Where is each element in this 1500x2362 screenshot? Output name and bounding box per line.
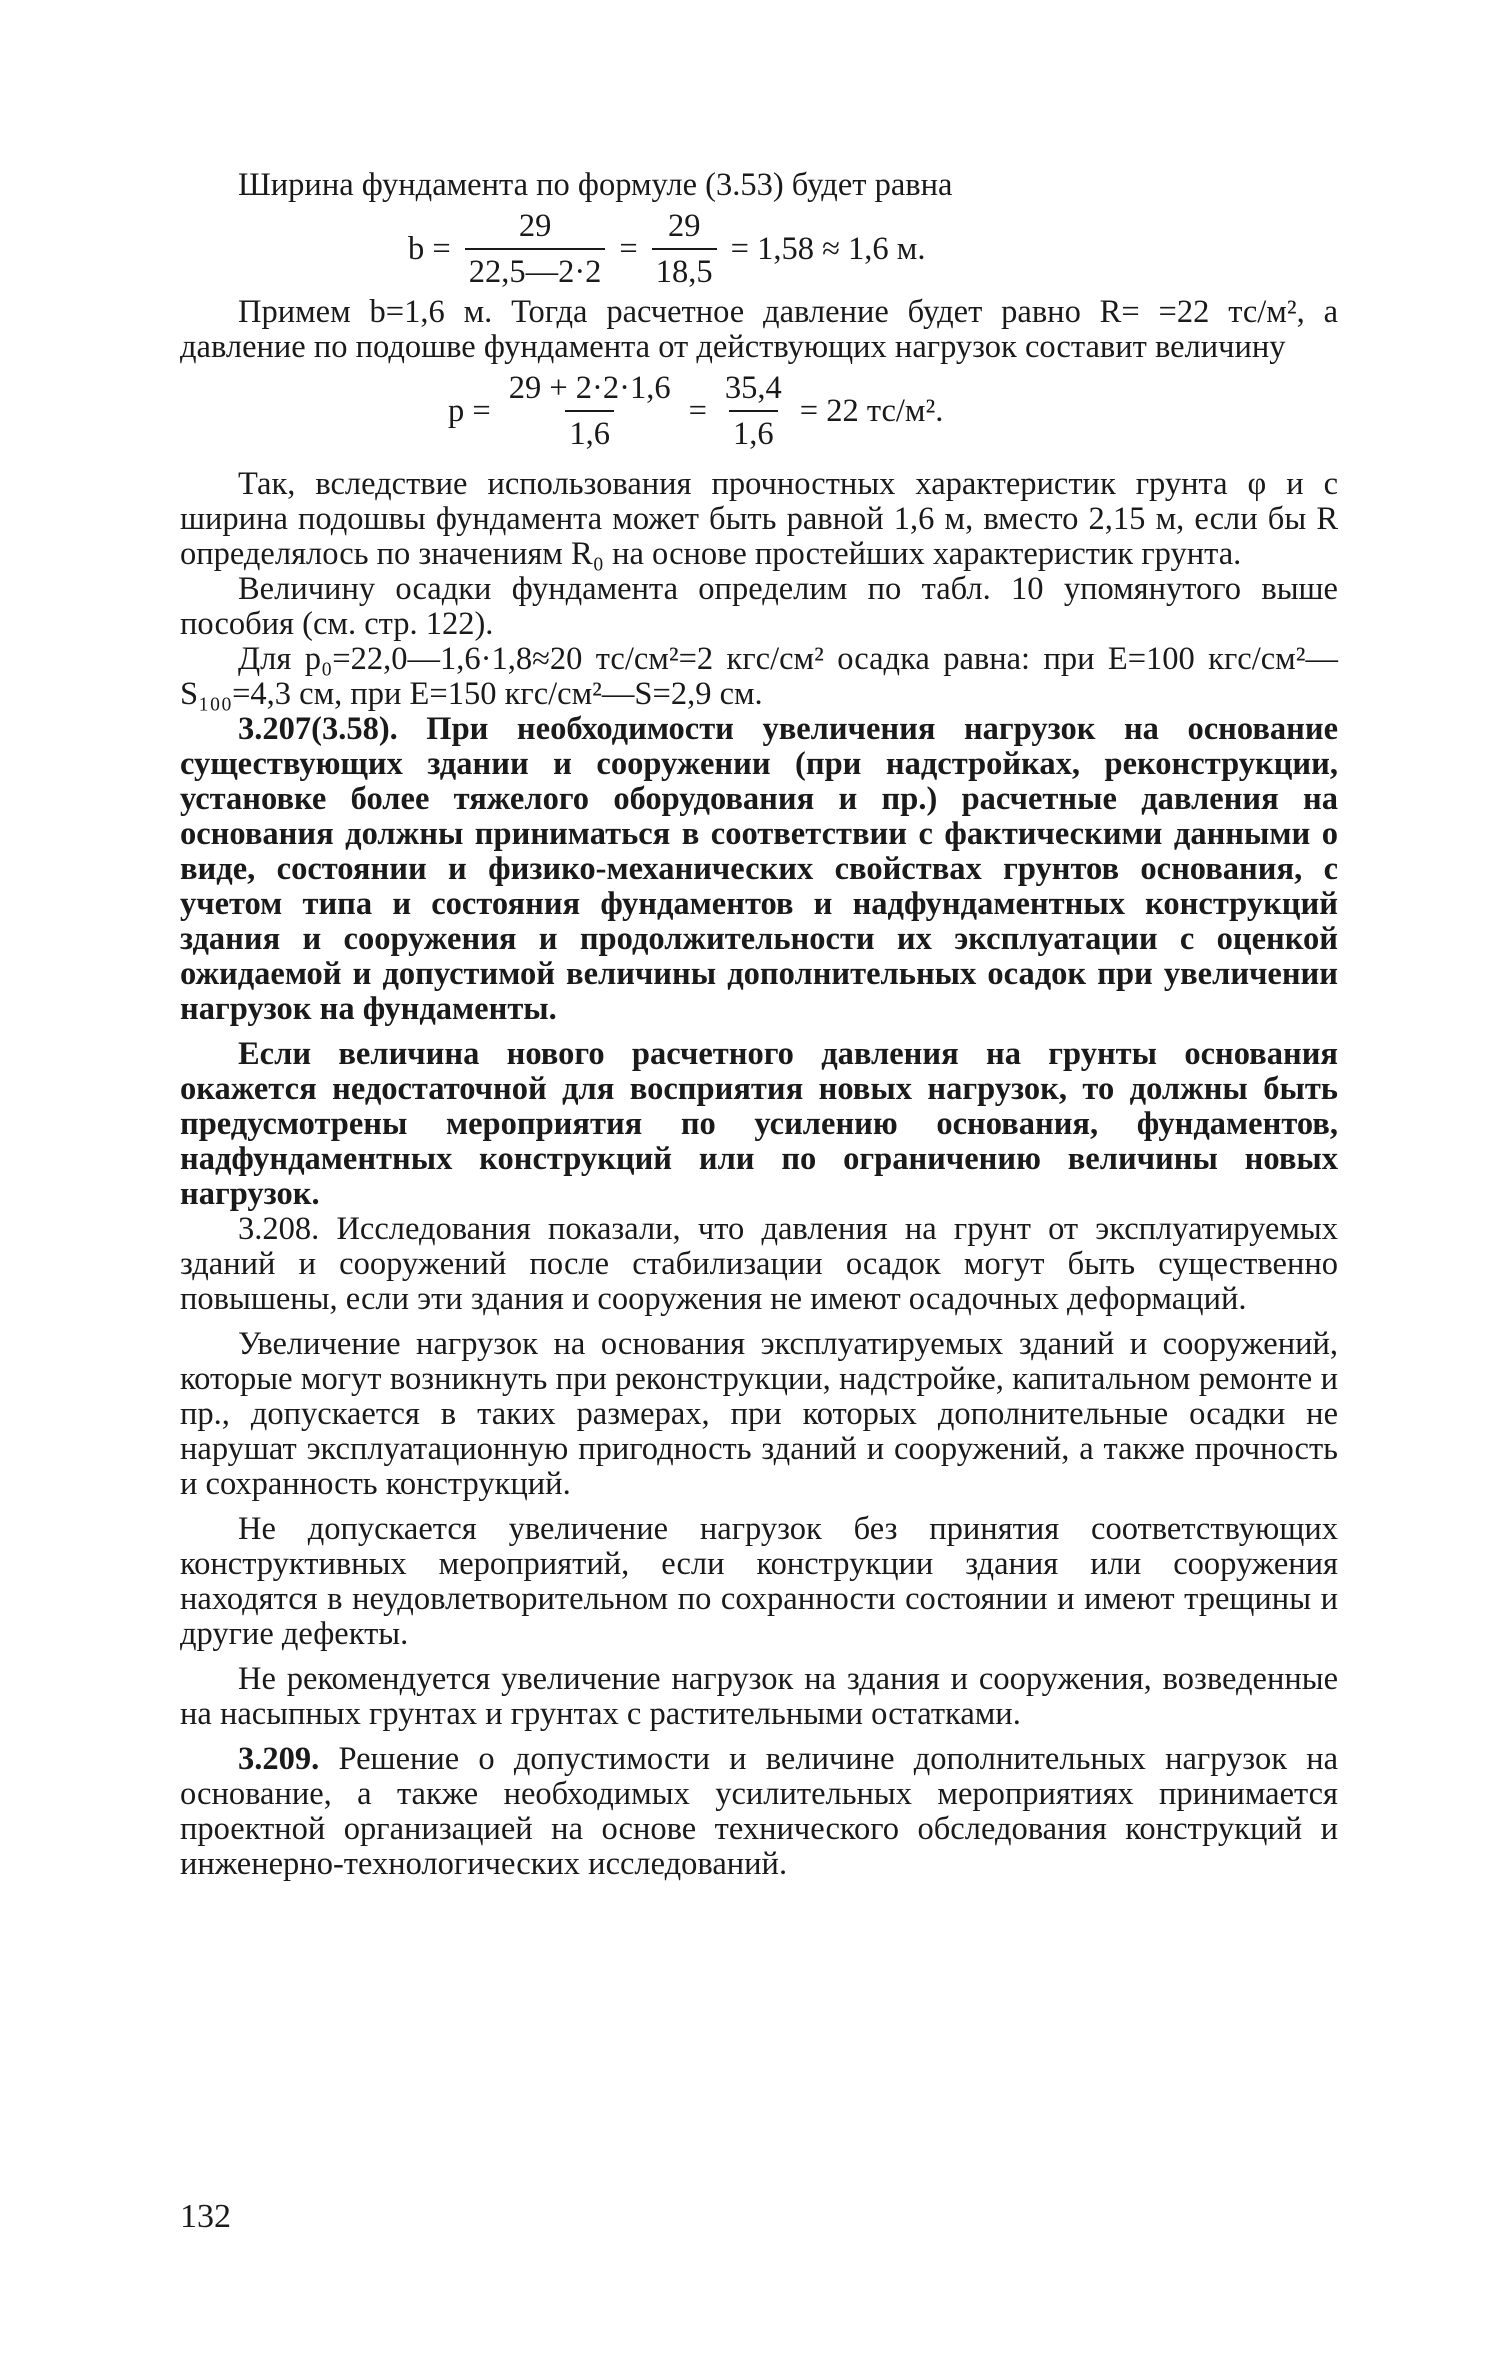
section-label: 3.209. (238, 1741, 320, 1777)
paragraph-not-recommended: Не рекомендуется увеличение нагрузок на здания и сооружения, возведенные на насыпных грунтах и грунтах с растительными остатками. (180, 1661, 1338, 1732)
paragraph-settlement-values: Для p₀=22,0—1,6·1,8≈20 тс/см²=2 кгс/см² осадка равна: при E=100 кгс/см²—S₁₀₀=4,3 см, при E=150 кгс/см²—S=2,9 см. (180, 641, 1338, 712)
paragraph-load-increase: Увеличение нагрузок на основания эксплуатируемых зданий и сооружений, которые могут возникнуть при реконструкции, надстройке, капитальном ремонте и пр., допускается в таких размерах, при которых дополнительные осадки не нарушат эксплуатационную пригодность зданий и сооружений, а также прочность и сохранность конструкций. (180, 1326, 1338, 1502)
formula-width (400, 203, 1338, 295)
formula-pressure (440, 365, 1338, 457)
denominator: 1,6 (729, 410, 778, 451)
paragraph-not-allowed: Не допускается увеличение нагрузок без принятия соответствующих конструктивных мероприятий, если конструкции здания или сооружения находятся в неудовлетворительном по сохранности состоянии и имеют трещины и другие дефекты. (180, 1511, 1338, 1652)
formula-rhs: = 1,58 ≈ 1,6 м. (730, 230, 926, 267)
equals: = (619, 230, 638, 267)
denominator: 22,5—2·2 (465, 248, 606, 289)
numerator: 29 (518, 207, 552, 244)
fraction (465, 207, 606, 290)
numerator: 29 + 2·2·1,6 (508, 369, 671, 406)
paragraph-assume: Примем b=1,6 м. Тогда расчетное давление будет равно R= =22 тс/м², а давление по подошве фундамента от действующих нагрузок составит величину (180, 294, 1338, 365)
paragraph-3-207: 3.207(3.58). При необходимости увеличения нагрузок на основание существующих здании и сооружении (при надстройках, реконструкции, установке более тяжелого оборудования и пр.) расчетные давления на основания должны приниматься в соответствии с фактическими данными о виде, состоянии и физико-механических свойствах грунтов основания, с учетом типа и состояния фундаментов и надфундаментных конструкций здания и сооружения и продолжительности их эксплуатации с оценкой ожидаемой и допустимой величины дополнительных осадок при увеличении нагрузок на фундаменты. (180, 711, 1338, 1027)
paragraph-conclusion: Так, вследствие использования прочностных характеристик грунта φ и c ширина подошвы фундамента может быть равной 1,6 м, вместо 2,15 м, если бы R определялось по значениям R₀ на основе простейших характеристик грунта. (180, 466, 1338, 572)
paragraph-3-209 (180, 1742, 1338, 1882)
page-number: 132 (180, 2198, 231, 2235)
formula-lhs: p = (448, 392, 491, 429)
page-content (180, 168, 1338, 1882)
paragraph-settlement: Величину осадки фундамента определим по табл. 10 упомянутого выше пособия (см. стр. 122). (180, 571, 1338, 642)
equals: = (688, 392, 707, 429)
paragraph-new-pressure: Если величина нового расчетного давления на грунты основания окажется недостаточной для восприятия новых нагрузок, то должны быть предусмотрены мероприятия по усилению основания, фундаментов, надфундаментных конструкций или по ограничению величины новых нагрузок. (180, 1036, 1338, 1212)
paragraph-3-208: 3.208. Исследования показали, что давления на грунт от эксплуатируемых зданий и сооружений после стабилизации осадок могут быть существенно повышены, если эти здания и сооружения не имеют осадочных деформаций. (180, 1211, 1338, 1317)
fraction (652, 207, 717, 290)
paragraph-width-intro: Ширина фундамента по формуле (3.53) будет равна (238, 167, 953, 203)
denominator: 18,5 (652, 248, 717, 289)
section-text: Решение о допустимости и величине дополнительных нагрузок на основание, а также необходимых усилительных мероприятиях принимается проектной организацией на основе технического обследования конструкций и инженерно-технологических исследований. (180, 1741, 1339, 1882)
fraction (505, 369, 675, 452)
numerator: 35,4 (724, 369, 782, 406)
formula-rhs: = 22 тс/м². (799, 392, 944, 429)
denominator: 1,6 (565, 410, 614, 451)
fraction (721, 369, 786, 452)
formula-lhs: b = (408, 230, 451, 267)
numerator: 29 (667, 207, 701, 244)
